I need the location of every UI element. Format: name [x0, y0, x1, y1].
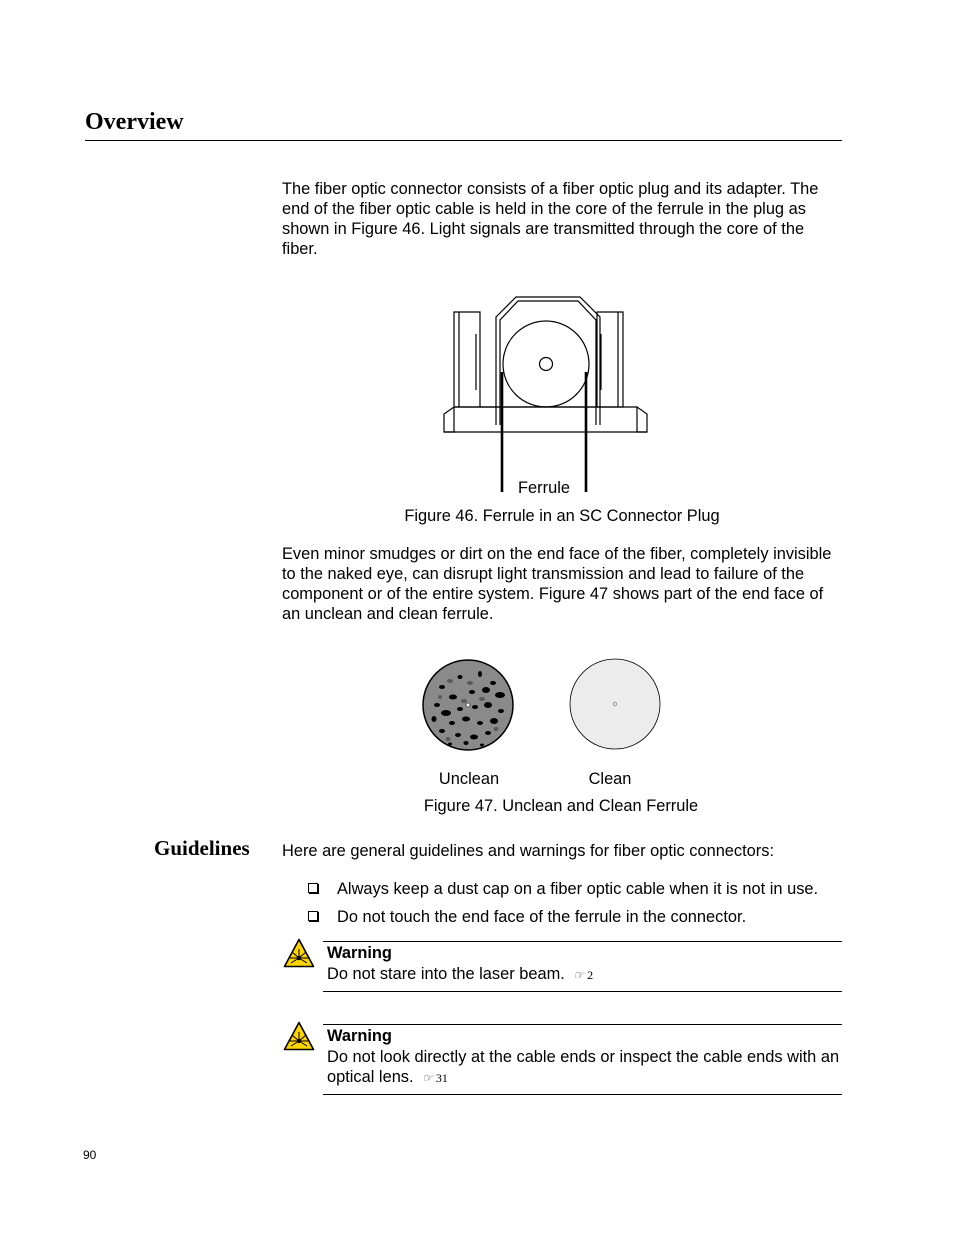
figure46-caption: Figure 46. Ferrule in an SC Connector Plug — [404, 507, 720, 525]
warning-text: Do not look directly at the cable ends or inspect the cable ends with an optical lens. — [327, 1048, 840, 1086]
warning-ref-number: 2 — [587, 968, 594, 982]
reference-hand-icon: ☞ — [573, 968, 585, 982]
clean-ferrule-figure — [567, 657, 663, 753]
warning-message — [327, 964, 842, 985]
checkbox-bullet-icon — [308, 883, 318, 893]
warning-text: Do not stare into the laser beam. — [327, 965, 565, 983]
warning-box — [323, 941, 842, 992]
warning-box — [323, 1024, 842, 1095]
reference-hand-icon: ☞ — [422, 1071, 433, 1085]
bullet-text: Do not touch the end face of the ferrule in the connector. — [337, 908, 747, 926]
unclean-ferrule-figure — [420, 657, 516, 753]
bullet-item — [308, 879, 818, 899]
warning-reference — [422, 1071, 448, 1085]
warning-message — [327, 1047, 842, 1088]
warning-ref-number: 31 — [435, 1071, 448, 1085]
bullet-item — [308, 907, 746, 927]
checkbox-bullet-icon — [308, 911, 318, 921]
laser-warning-icon — [283, 1021, 315, 1051]
sc-connector-plug-figure — [440, 292, 652, 498]
clean-label: Clean — [588, 770, 632, 788]
ferrule-label: Ferrule — [518, 479, 570, 497]
warning-title: Warning — [327, 944, 392, 962]
guidelines-intro: Here are general guidelines and warnings for fiber optic connectors: — [282, 842, 774, 860]
dirt-paragraph: Even minor smudges or dirt on the end face of the fiber, completely invisible to the naked eye, can disrupt light transmission and lead to failure of the component or of the entire system. Figure 47 shows part of the end face of an unclean and clean ferrule. — [282, 545, 832, 623]
bullet-text: Always keep a dust cap on a fiber optic cable when it is not in use. — [337, 880, 819, 898]
intro-paragraph: The fiber optic connector consists of a fiber optic plug and its adapter. The end of the fiber optic cable is held in the core of the ferrule in the plug as shown in Figure 46. Light signals are transmitted through the core of the fiber. — [282, 180, 819, 258]
guidelines-heading: Guidelines — [154, 836, 250, 860]
section-heading: Overview — [85, 109, 184, 135]
warning-title: Warning — [327, 1027, 392, 1045]
figure47-caption: Figure 47. Unclean and Clean Ferrule — [423, 797, 699, 815]
heading-rule — [85, 140, 842, 141]
warning-reference — [573, 968, 593, 982]
laser-warning-icon — [283, 938, 315, 968]
unclean-label: Unclean — [438, 770, 500, 788]
page-number: 90 — [83, 1148, 97, 1162]
